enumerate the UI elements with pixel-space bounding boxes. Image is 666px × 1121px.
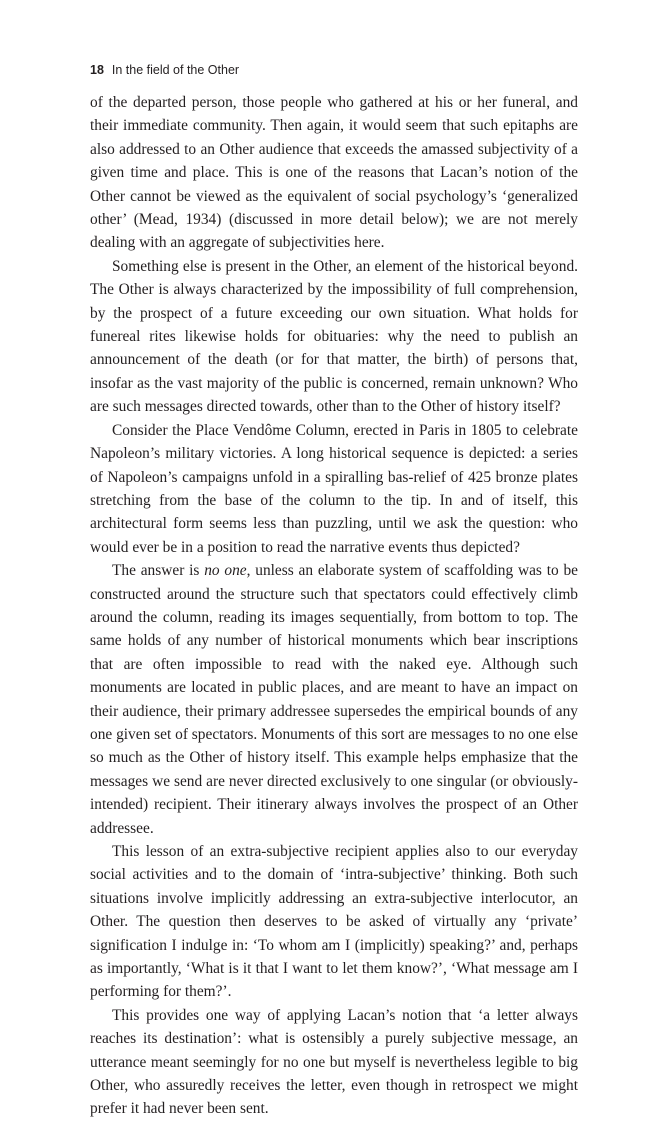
paragraph-1: of the departed person, those people who gathered at his or her funeral, and their immediate community. Then again, it would seem that such epitaphs are also addressed to an Other audience that exceeds the amassed subjectivity of a given time and place. This is one of the reasons that Lacan’s notion of the Other cannot be viewed as the equivalent of social psychology’s ‘generalized other’ (Mead, 1934) (discussed in more detail below); we are not merely dealing with an aggregate of subjectivities here. bbox=[90, 94, 578, 252]
paragraph-2: Something else is present in the Other, an element of the historical beyond. The Other is always characterized by the impossibility of full comprehension, by the prospect of a future exceeding our own situation. What holds for funereal rites likewise holds for obituaries: why the need to publish an announcement of the death (or for that matter, the birth) of persons that, insofar as the vast majority of the public is concerned, remain unknown? Who are such messages directed towards, other than to the Other of history itself? bbox=[90, 257, 578, 416]
paragraph-4-start: The answer is bbox=[112, 562, 205, 580]
running-head bbox=[90, 62, 578, 78]
running-title: In the field of the Other bbox=[111, 63, 240, 77]
paragraph-5: This lesson of an extra-subjective recipient applies also to our everyday social activities and to the domain of ‘intra-subjective’ thinking. Both such situations involve implicitly addressing an extra-subjective interlocutor, an Other. The question then deserves to be asked of virtually any ‘private’ signification I indulge in: ‘To whom am I (implicitly) speaking?’ and, perhaps as importantly, ‘What is it that I want to let them know?’, ‘What message am I performing for them?’. bbox=[90, 843, 578, 1001]
body-text bbox=[90, 91, 578, 1121]
page-number: 18 bbox=[90, 63, 104, 77]
paragraph-3: Consider the Place Vendôme Column, erected in Paris in 1805 to celebrate Napoleon’s military victories. A long historical sequence is depicted: a series of Napoleon’s campaigns unfold in a spiralling bas-relief of 425 bronze plates stretching from the base of the column to the tip. In and of itself, this architectural form seems less than puzzling, until we ask the question: who would ever be in a position to read the narrative events thus depicted? bbox=[90, 421, 578, 556]
paragraph-4 bbox=[90, 559, 578, 840]
paragraph-6: This provides one way of applying Lacan’s notion that ‘a letter always reaches its destination’: what is ostensibly a purely subjective message, an utterance meant seemingly for no one but myself is nevertheless legible to big Other, who assuredly receives the letter, even though in retrospect we might prefer it had never been sent. bbox=[90, 1006, 578, 1118]
book-page bbox=[90, 62, 578, 1121]
paragraph-4-emphasis: no one bbox=[204, 562, 247, 580]
paragraph-4-rest: , unless an elaborate system of scaffolding was to be constructed around the structure such that spectators could effectively climb around the column, reading its images sequentially, from bottom to top. The same holds of any number of historical monuments which bear inscriptions that are often impossible to read with the naked eye. Although such monuments are located in public places, and are meant to have an impact on their audience, their primary addressee supersedes the empirical bounds of any one given set of spectators. Monuments of this sort are messages to no one else so much as the Other of history itself. This example helps emphasize that the messages we send are never directed exclusively to one singular (or obviously-intended) recipient. Their itinerary always involves the prospect of an Other addressee. bbox=[90, 562, 579, 837]
